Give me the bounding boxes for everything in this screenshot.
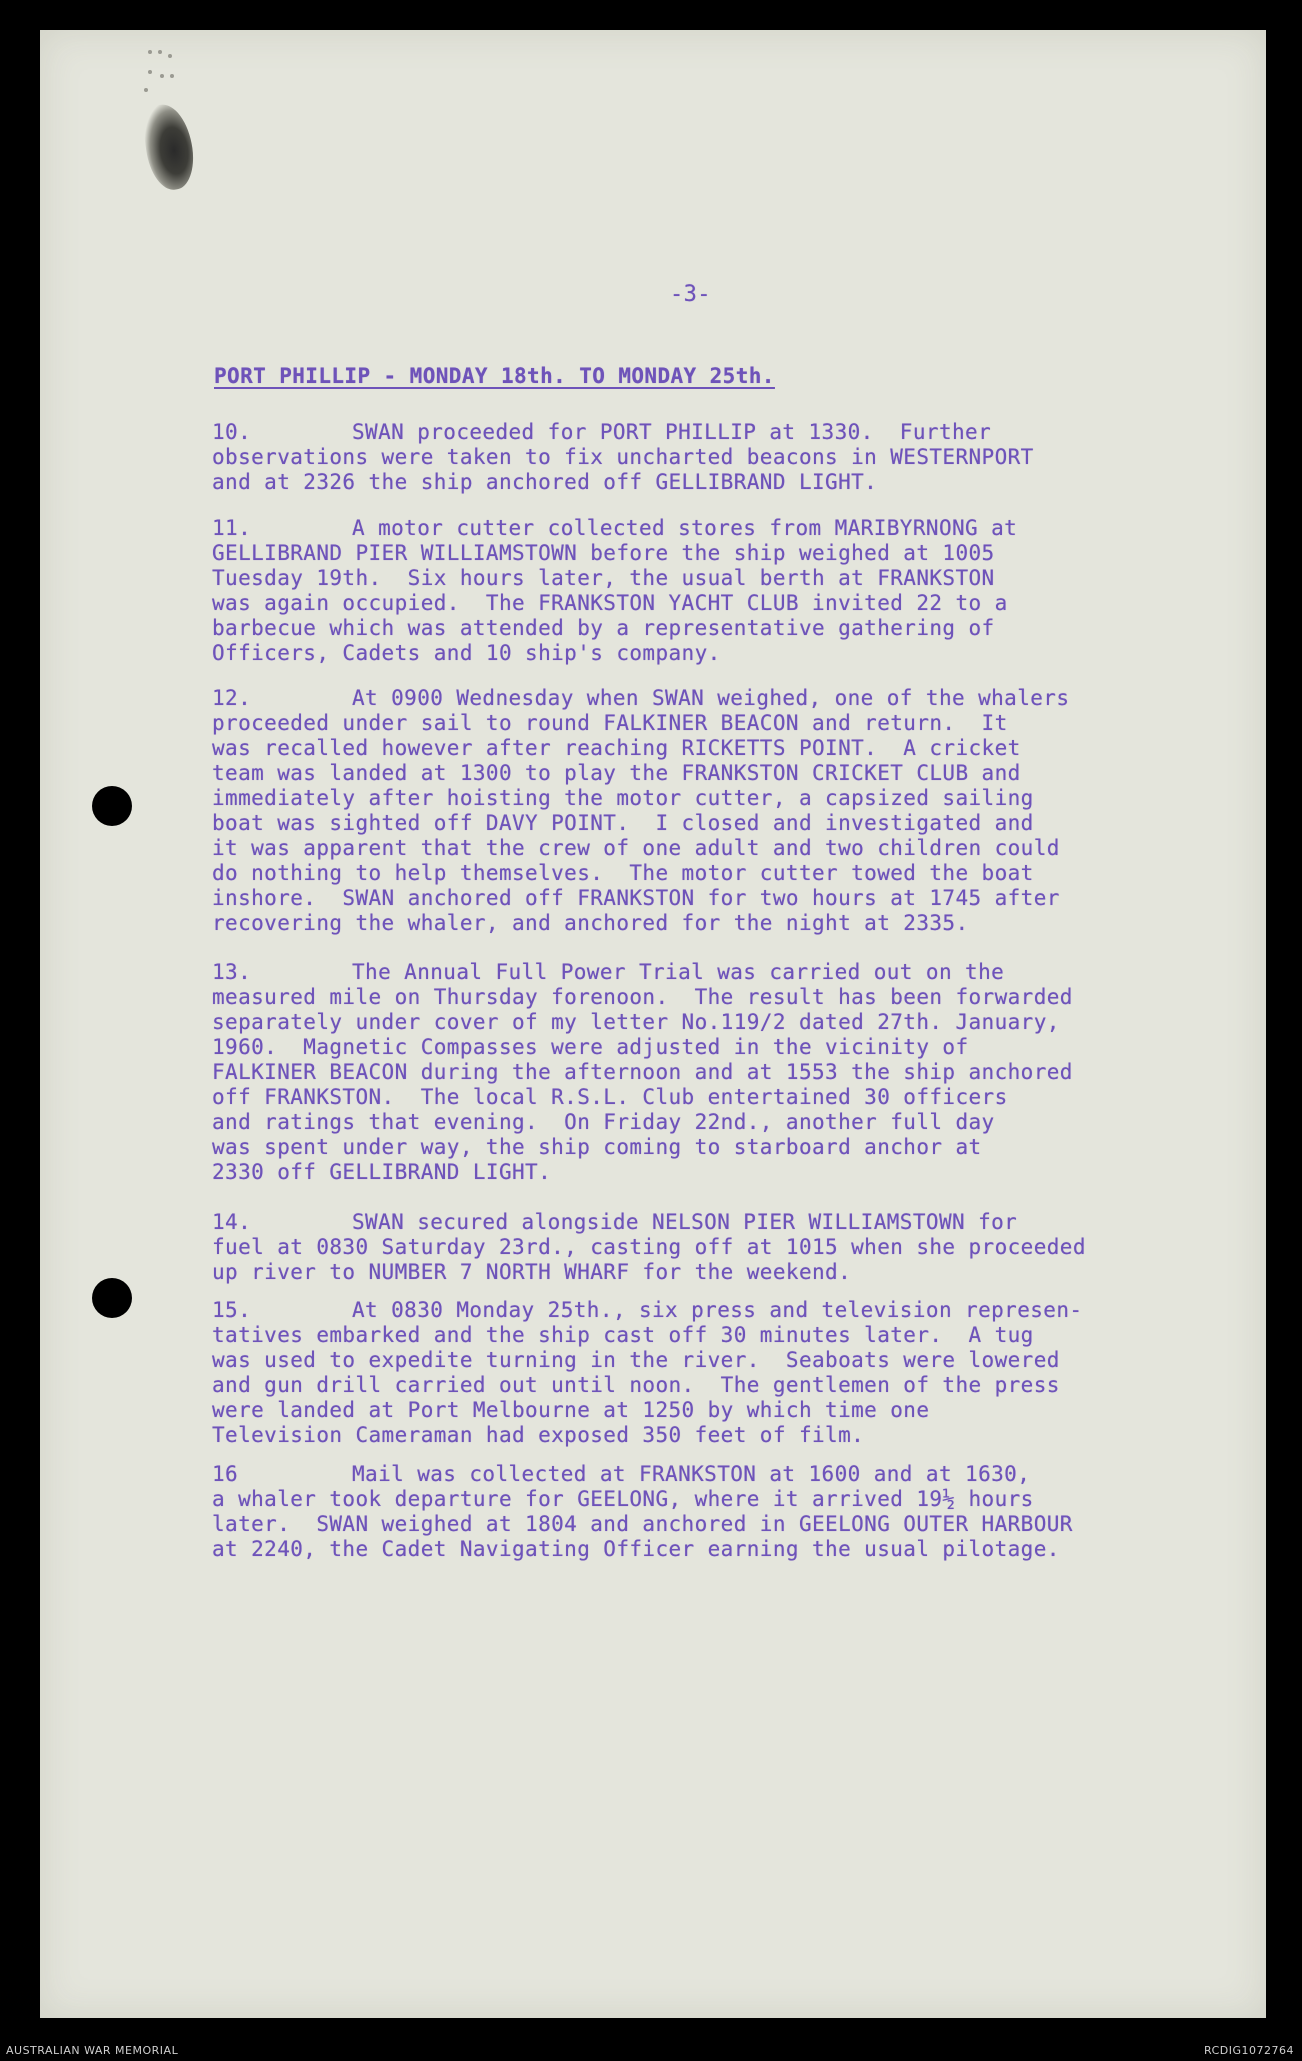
paragraph-line: was spent under way, the ship coming to starboard anchor at: [212, 1135, 982, 1159]
paragraph-line: barbecue which was attended by a representative gathering of: [212, 616, 995, 640]
paragraph-line: do nothing to help themselves. The motor cutter towed the boat: [212, 861, 1034, 885]
paragraph-number: 15.: [212, 1298, 252, 1322]
torn-paper-mark: [140, 101, 198, 193]
paragraph-line: fuel at 0830 Saturday 23rd., casting off at 1015 when she proceeded: [212, 1235, 1086, 1259]
paragraph-11: [212, 516, 1228, 666]
staple-hole: [148, 70, 152, 74]
paragraph-line: [212, 1210, 1228, 1235]
paragraph-number: 16: [212, 1462, 239, 1486]
paragraph-line: Tuesday 19th. Six hours later, the usual berth at FRANKSTON: [212, 566, 995, 590]
page-number: -3-: [670, 282, 711, 307]
paragraph-line: recovering the whaler, and anchored for the night at 2335.: [212, 911, 969, 935]
paragraph-line-text: SWAN secured alongside NELSON PIER WILLIAMSTOWN for: [352, 1210, 1018, 1234]
staple-hole: [148, 50, 152, 54]
paragraph-line: 2330 off GELLIBRAND LIGHT.: [212, 1160, 552, 1184]
paragraph-line: a whaler took departure for GEELONG, where it arrived 19½ hours: [212, 1487, 1034, 1511]
paragraph-line: immediately after hoisting the motor cutter, a capsized sailing: [212, 786, 1034, 810]
paragraph-line-text: At 0830 Monday 25th., six press and television represen-: [352, 1298, 1083, 1322]
paragraph-line-text: A motor cutter collected stores from MARIBYRNONG at: [352, 516, 1018, 540]
paragraph-line: tatives embarked and the ship cast off 30 minutes later. A tug: [212, 1323, 1034, 1347]
paragraph-line: [212, 516, 1228, 541]
paragraph-line: [212, 960, 1228, 985]
paragraph-line: it was apparent that the crew of one adult and two children could: [212, 836, 1060, 860]
paragraph-number: 14.: [212, 1210, 252, 1234]
paragraph-line: [212, 1462, 1228, 1487]
paragraph-line: and gun drill carried out until noon. The gentlemen of the press: [212, 1373, 1060, 1397]
paragraph-line: Officers, Cadets and 10 ship's company.: [212, 641, 721, 665]
paragraph-line: measured mile on Thursday forenoon. The result has been forwarded: [212, 985, 1073, 1009]
paragraph-line: [212, 686, 1228, 711]
paragraph-line: and at 2326 the ship anchored off GELLIBRAND LIGHT.: [212, 470, 878, 494]
document-page: [40, 30, 1266, 2018]
paragraph-line: up river to NUMBER 7 NORTH WHARF for the weekend.: [212, 1260, 852, 1284]
paragraph-line: FALKINER BEACON during the afternoon and at 1553 the ship anchored: [212, 1060, 1073, 1084]
paragraph-line: and ratings that evening. On Friday 22nd., another full day: [212, 1110, 995, 1134]
archive-credit: AUSTRALIAN WAR MEMORIAL: [6, 2044, 179, 2057]
staple-hole: [160, 74, 164, 78]
section-heading: PORT PHILLIP - MONDAY 18th. TO MONDAY 25th.: [214, 364, 775, 388]
paragraph-15: [212, 1298, 1228, 1448]
paragraph-line: at 2240, the Cadet Navigating Officer earning the usual pilotage.: [212, 1537, 1060, 1561]
paragraph-line: team was landed at 1300 to play the FRANKSTON CRICKET CLUB and: [212, 761, 1021, 785]
archive-id: RCDIG1072764: [1203, 2044, 1294, 2057]
paragraph-14: [212, 1210, 1228, 1285]
paragraph-line: boat was sighted off DAVY POINT. I closed and investigated and: [212, 811, 1034, 835]
staple-hole: [144, 88, 148, 92]
paragraph-13: [212, 960, 1228, 1185]
paragraph-line: 1960. Magnetic Compasses were adjusted in the vicinity of: [212, 1035, 969, 1059]
punch-hole-lower: [92, 1278, 132, 1318]
paragraph-line-text: SWAN proceeded for PORT PHILLIP at 1330. Further: [352, 420, 992, 444]
punch-hole-upper: [92, 786, 132, 826]
paragraph-line: were landed at Port Melbourne at 1250 by which time one: [212, 1398, 930, 1422]
paragraph-line: [212, 420, 1228, 445]
paragraph-number: 10.: [212, 420, 252, 444]
paragraph-line-text: Mail was collected at FRANKSTON at 1600 and at 1630,: [352, 1462, 1031, 1486]
paragraph-12: [212, 686, 1228, 936]
paragraph-line-text: The Annual Full Power Trial was carried out on the: [352, 960, 1005, 984]
paragraph-line-text: At 0900 Wednesday when SWAN weighed, one of the whalers: [352, 686, 1070, 710]
paragraph-line: later. SWAN weighed at 1804 and anchored in GEELONG OUTER HARBOUR: [212, 1512, 1073, 1536]
staple-hole: [170, 74, 174, 78]
paragraph-line: [212, 1298, 1228, 1323]
paragraph-line: was used to expedite turning in the river. Seaboats were lowered: [212, 1348, 1060, 1372]
paragraph-10: [212, 420, 1228, 495]
paragraph-16: [212, 1462, 1228, 1562]
paragraph-line: separately under cover of my letter No.119/2 dated 27th. January,: [212, 1010, 1060, 1034]
paragraph-number: 11.: [212, 516, 252, 540]
paragraph-line: was recalled however after reaching RICKETTS POINT. A cricket: [212, 736, 1021, 760]
paragraph-line: inshore. SWAN anchored off FRANKSTON for two hours at 1745 after: [212, 886, 1060, 910]
paragraph-line: proceeded under sail to round FALKINER BEACON and return. It: [212, 711, 1008, 735]
paragraph-number: 13.: [212, 960, 252, 984]
paragraph-line: off FRANKSTON. The local R.S.L. Club entertained 30 officers: [212, 1085, 1008, 1109]
paragraph-line: GELLIBRAND PIER WILLIAMSTOWN before the ship weighed at 1005: [212, 541, 995, 565]
paragraph-line: Television Cameraman had exposed 350 feet of film.: [212, 1423, 865, 1447]
paragraph-line: was again occupied. The FRANKSTON YACHT CLUB invited 22 to a: [212, 591, 1008, 615]
paragraph-line: observations were taken to fix uncharted beacons in WESTERNPORT: [212, 445, 1034, 469]
staple-hole: [158, 50, 162, 54]
staple-hole: [168, 54, 172, 58]
paragraph-number: 12.: [212, 686, 252, 710]
